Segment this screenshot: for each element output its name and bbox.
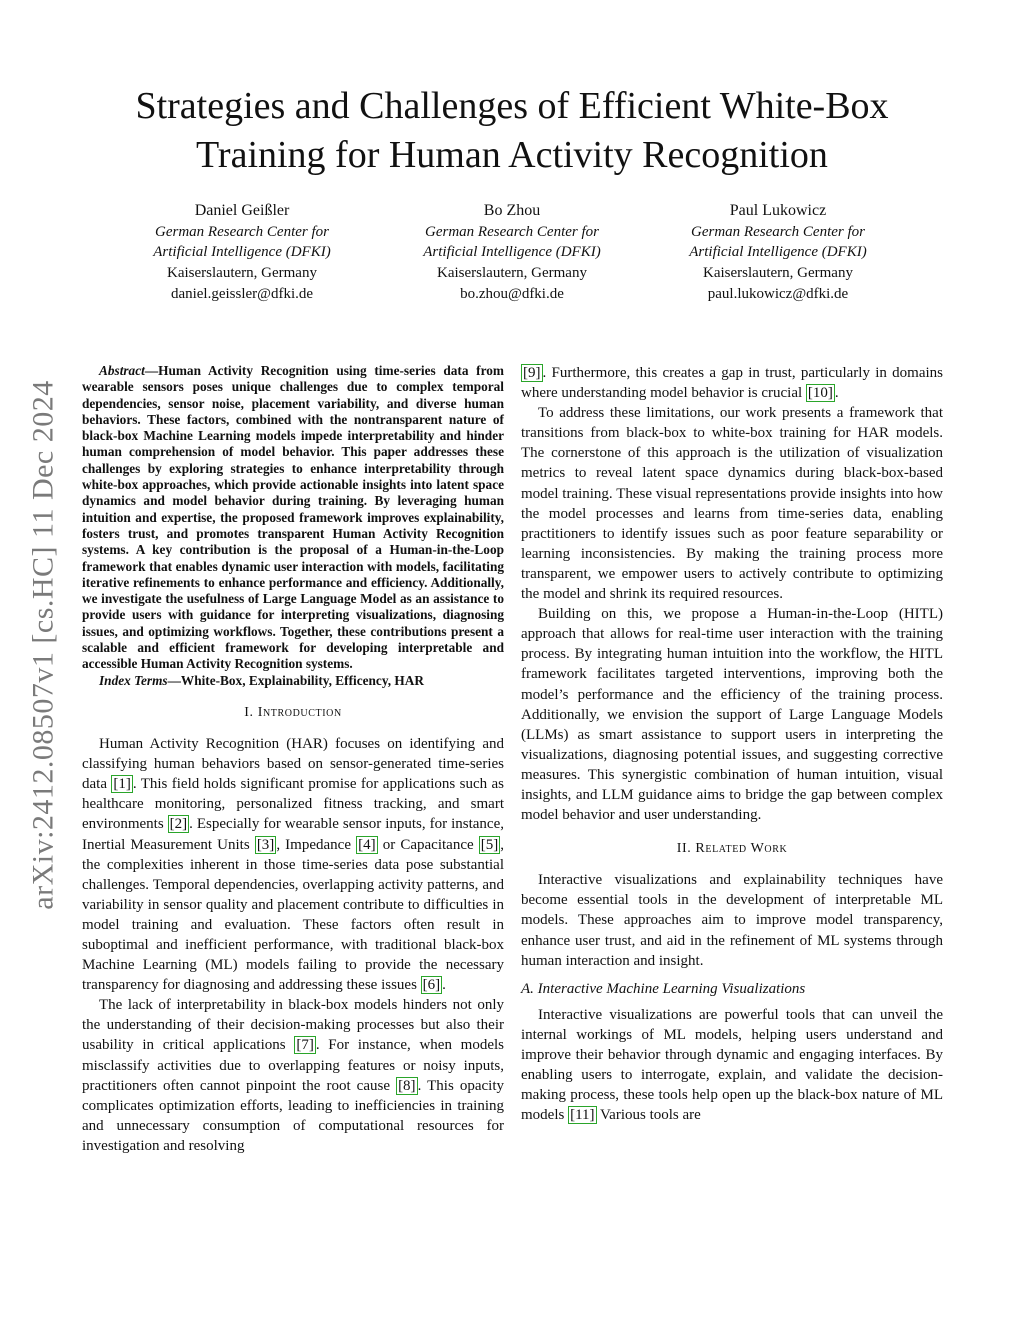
author-affiliation: German Research Center for (425, 223, 599, 240)
abstract-text: —Human Activity Recognition using time-series data from wearable sensors poses unique challenges due to complex temporal dependencies, sensor noise, placement variability, and diverse human behaviors. These factors, combined with the nontransparent nature of black-box Machine Learning models impede interpretability and hinder human comprehension of model behavior. This paper addresses these challenges by exploring strategies to enhance interpretability through white-box approaches, which provide actionable insights into latent space dynamics and model behavior during training. By leveraging human intuition and expertise, the proposed framework improves explainability, fosters trust, and promotes transparent Human Activity Recognition systems. A key contribution is the proposal of a Human-in-the-Loop framework that enables dynamic user interaction with models, facilitating iterative refinements to enhance performance and efficiency. Additionally, we investigate the usefulness of Large Language Model as an assistance to provide users with guidance for interpreting visualizations, diagnosing issues, and optimizing workflows. Together, these contributions present a scalable and efficient framework for developing interpretable and accessible Human Activity Recognition systems. (82, 363, 504, 672)
text-run: . Furthermore, this creates a gap in trust, particularly in domains where understanding model behavior is crucial (521, 365, 943, 402)
author-affiliation: Artificial Intelligence (DFKI) (423, 244, 601, 261)
author-2 (382, 201, 642, 305)
text-run: Interactive visualizations are powerful tools that can unveil the internal workings of ML models, helping users understand and improve their behavior through dynamic and engaging interfaces. By enabling users to interrogate, explain, and validate the decision-making process, these tools help open up the black-box nature of ML models (521, 1006, 943, 1124)
author-email[interactable]: bo.zhou@dfki.de (460, 285, 564, 302)
section-heading-introduction (82, 703, 504, 723)
author-name: Bo Zhou (483, 202, 541, 219)
right-column (521, 363, 943, 1125)
abstract (82, 363, 504, 673)
author-affiliation: Artificial Intelligence (DFKI) (689, 244, 867, 261)
text-run: Various tools are (596, 1107, 701, 1124)
citation-link[interactable]: [9] (523, 365, 541, 381)
section-number: II. (676, 841, 696, 857)
section-heading-related-work (521, 839, 943, 859)
section-number: I. (244, 704, 258, 720)
author-3 (648, 201, 908, 305)
intro-paragraph-3: To address these limitations, our work presents a framework that transitions from black-box to white-box training for HAR models. The cornerstone of this approach is the utilization of visualization metrics to reveal latent space dynamics during black-box-based model training. These visual representations provide insights into how the model processes and learns from time-series data, enabling practitioners to identify issues such as poor feature separability or learning inconsistencies. By making the training process more transparent, we empower users to actively contribute to optimizing the model and shrink its required resources. (521, 405, 943, 603)
arxiv-id-text: arXiv:2412.08507v1 [cs.HC] 11 Dec 2024 (27, 380, 60, 910)
citation-link[interactable]: [10] (807, 385, 833, 402)
author-location: Kaiserslautern, Germany (167, 265, 317, 282)
text-run: , the complexities inherent in those time-series data pose substantial challenges. Temporal dependencies, overlapping activity patterns, and variability in sensor quality and placement contribute to difficulties in model training and evaluation. These factors often result in suboptimal and inefficient performance, with traditional black-box Machine Learning (ML) models failing to provide the necessary transparency for diagnosing and addressing these issues (82, 836, 505, 994)
left-column (82, 363, 504, 1156)
paper-title (80, 82, 944, 180)
related-paragraph-1: Interactive visualizations and explainability techniques have become essential tools in the development of interpretable ML models. These approaches aim to improve model transparency, enhance user trust, and aid in the refinement of ML systems through human interaction and insight. (521, 872, 943, 969)
intro-paragraph-2-continued (521, 363, 943, 403)
author-affiliation: German Research Center for (691, 223, 865, 240)
citation-link[interactable]: [1] (113, 776, 131, 793)
citation-link[interactable]: [6] (422, 977, 441, 994)
author-name: Paul Lukowicz (729, 202, 827, 219)
citation-link[interactable]: [5] (480, 836, 499, 853)
intro-paragraph-1 (82, 734, 504, 995)
title-line-1: Strategies and Challenges of Efficient White-Box (135, 85, 889, 127)
text-run-continued: . This opacity complicates optimization efforts, leading to inefficiencies in training and unnecessary consumption of computational resources for investigation and resolving (82, 1077, 504, 1154)
index-terms-text: —White-Box, Explainability, Efficency, HAR (167, 672, 424, 688)
index-terms-label: Index Terms (99, 672, 168, 688)
related-paragraph-2 (521, 1005, 943, 1126)
citation-link[interactable]: [2] (169, 816, 188, 833)
text-run: . (834, 385, 839, 402)
text-run: , Impedance (276, 836, 357, 853)
intro-paragraph-2 (82, 995, 504, 1156)
citation-link[interactable]: [8] (398, 1077, 416, 1094)
citation-link[interactable]: [4] (358, 836, 376, 853)
author-affiliation: German Research Center for (155, 223, 329, 240)
text-run: or Capacitance (377, 836, 479, 853)
author-name: Daniel Geißler (194, 202, 290, 219)
author-affiliation: Artificial Intelligence (DFKI) (153, 244, 331, 261)
section-title: Related Work (695, 841, 788, 857)
citation-link[interactable]: [7] (296, 1037, 314, 1054)
author-location: Kaiserslautern, Germany (703, 265, 853, 282)
subsection-heading: A. Interactive Machine Learning Visualizations (521, 980, 806, 997)
text-run: The lack of interpretability in black-box models hinders not only the understanding of their decision-making processes but also their usability in critical applications (82, 997, 504, 1054)
text-run: . Especially for wearable sensor inputs, for instance, Inertial Measurement Units (82, 816, 504, 853)
text-run: . This field holds significant promise for applications such as healthcare monitoring, personalized fitness tracking, and smart environments (82, 776, 505, 833)
author-email[interactable]: daniel.geissler@dfki.de (170, 285, 314, 302)
arxiv-side-stamp (21, 320, 67, 970)
text-run: Human Activity Recognition (HAR) focuses on identifying and classifying human behaviors based on sensor-generated time-series data (82, 736, 504, 793)
author-email[interactable]: paul.lukowicz@dfki.de (707, 285, 849, 302)
title-line-2: Training for Human Activity Recognition (196, 134, 828, 176)
text-run: . For instance, when models misclassify activities due to overlapping features or noisy inputs, practitioners often cannot pinpoint the root cause (82, 1037, 504, 1094)
citation-link[interactable]: [11] (570, 1107, 595, 1124)
section-title: Introduction (257, 704, 342, 720)
abstract-label: Abstract (99, 363, 145, 378)
index-terms (82, 673, 504, 689)
intro-paragraph-4: Building on this, we propose a Human-in-the-Loop (HITL) approach that allows for real-time user interaction with the training process. By integrating human intuition into the workflow, the HITL framework facilitates targeted interventions, improving both the model’s performance and the efficiency of the training process. Additionally, we envision the support of Large Language Models (LLMs) as smart assistance to support users in interpreting the visualizations, diagnosing potential issues, and suggesting corrective measures. This synergistic combination of human intuition, visual insights, and LLM guidance aims to bridge the gap between complex model behavior and user understanding. (521, 606, 943, 824)
author-1 (112, 201, 372, 305)
text-run: . (442, 977, 446, 994)
citation-link[interactable]: [3] (256, 836, 275, 853)
author-location: Kaiserslautern, Germany (437, 265, 587, 282)
